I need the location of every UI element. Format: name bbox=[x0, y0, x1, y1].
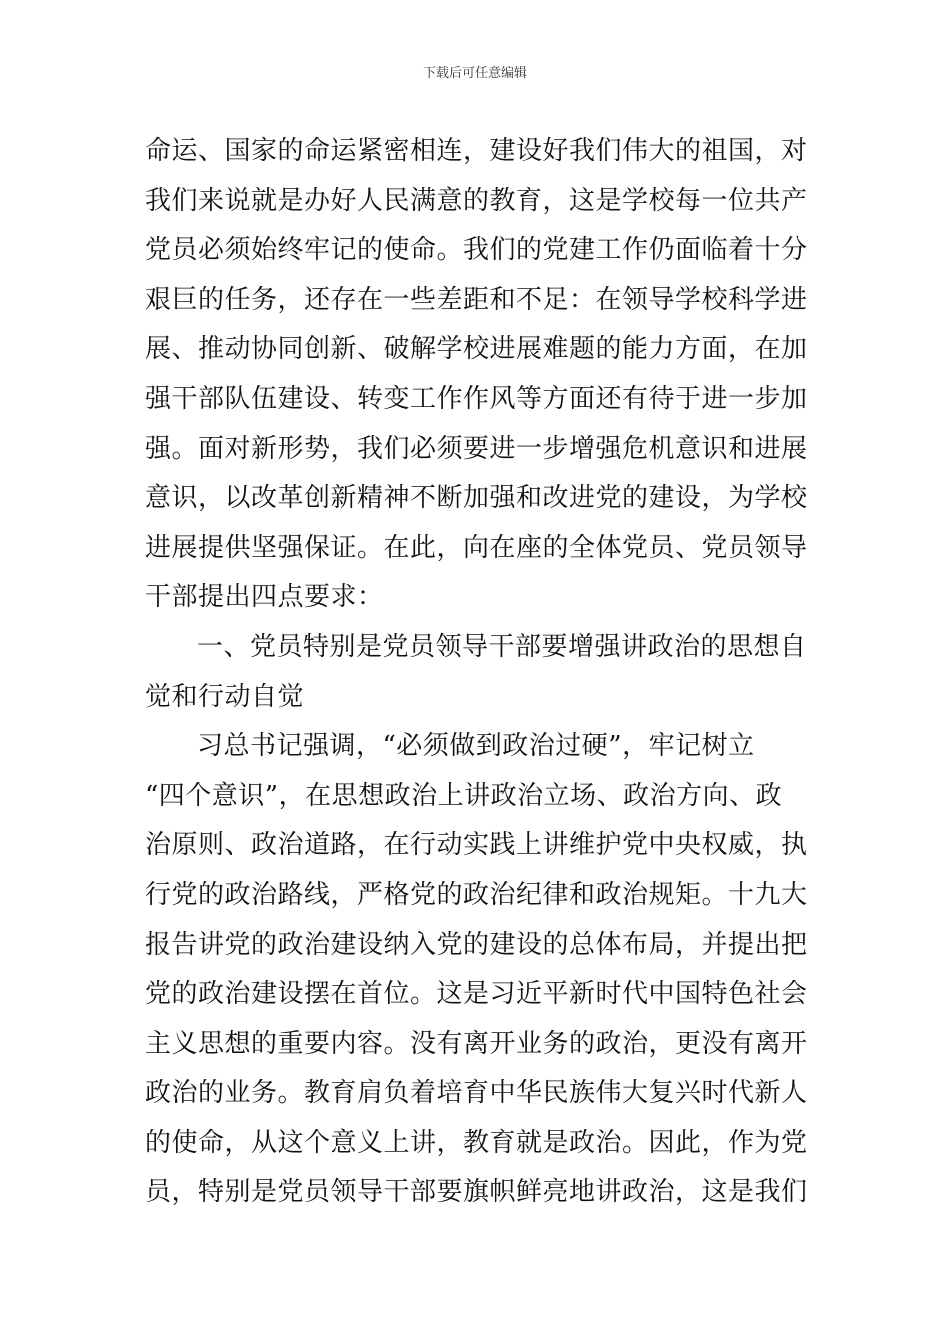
text-line: 艰巨的任务，还存在一些差距和不足：在领导学校科学进 bbox=[145, 284, 808, 315]
text-line: 员，特别是党员领导干部要旗帜鲜亮地讲政治，这是我们 bbox=[145, 1177, 808, 1208]
text-line: 习总书记强调，“必须做到政治过硬”，牢记树立 bbox=[197, 731, 755, 762]
section-heading-line: 觉和行动自觉 bbox=[145, 681, 305, 712]
text-line: 强。面对新形势，我们必须要进一步增强危机意识和进展 bbox=[145, 433, 808, 464]
text-line: “四个意识”，在思想政治上讲政治立场、政治方向、政 bbox=[145, 780, 783, 811]
text-line: 的使命，从这个意义上讲，教育就是政治。因此，作为党 bbox=[145, 1127, 808, 1158]
text-line: 报告讲党的政治建设纳入党的建设的总体布局，并提出把 bbox=[145, 929, 808, 960]
text-line: 意识，以改革创新精神不断加强和改进党的建设，为学校 bbox=[145, 483, 808, 514]
text-line: 主义思想的重要内容。没有离开业务的政治，更没有离开 bbox=[145, 1028, 808, 1059]
text-line: 进展提供坚强保证。在此，向在座的全体党员、党员领导 bbox=[145, 532, 808, 563]
text-line: 干部提出四点要求： bbox=[145, 582, 384, 613]
document-body bbox=[145, 127, 810, 1218]
text-line: 命运、国家的命运紧密相连，建设好我们伟大的祖国，对 bbox=[145, 136, 808, 166]
page-header: 下载后可任意编辑 bbox=[422, 66, 527, 81]
text-line: 党员必须始终牢记的使命。我们的党建工作仍面临着十分 bbox=[145, 235, 808, 266]
text-line: 党的政治建设摆在首位。这是习近平新时代中国特色社会 bbox=[145, 979, 808, 1010]
text-line: 我们来说就是办好人民满意的教育，这是学校每一位共产 bbox=[145, 185, 808, 216]
section-heading-line: 一、党员特别是党员领导干部要增强讲政治的思想自 bbox=[197, 631, 807, 662]
text-line: 展、推动协同创新、破解学校进展难题的能力方面，在加 bbox=[145, 334, 808, 365]
text-line: 政治的业务。教育肩负着培育中华民族伟大复兴时代新人 bbox=[145, 1078, 808, 1109]
text-line: 行党的政治路线，严格党的政治纪律和政治规矩。十九大 bbox=[145, 879, 808, 910]
text-line: 强干部队伍建设、转变工作作风等方面还有待于进一步加 bbox=[145, 383, 808, 414]
text-line: 治原则、政治道路，在行动实践上讲维护党中央权威，执 bbox=[145, 830, 808, 861]
